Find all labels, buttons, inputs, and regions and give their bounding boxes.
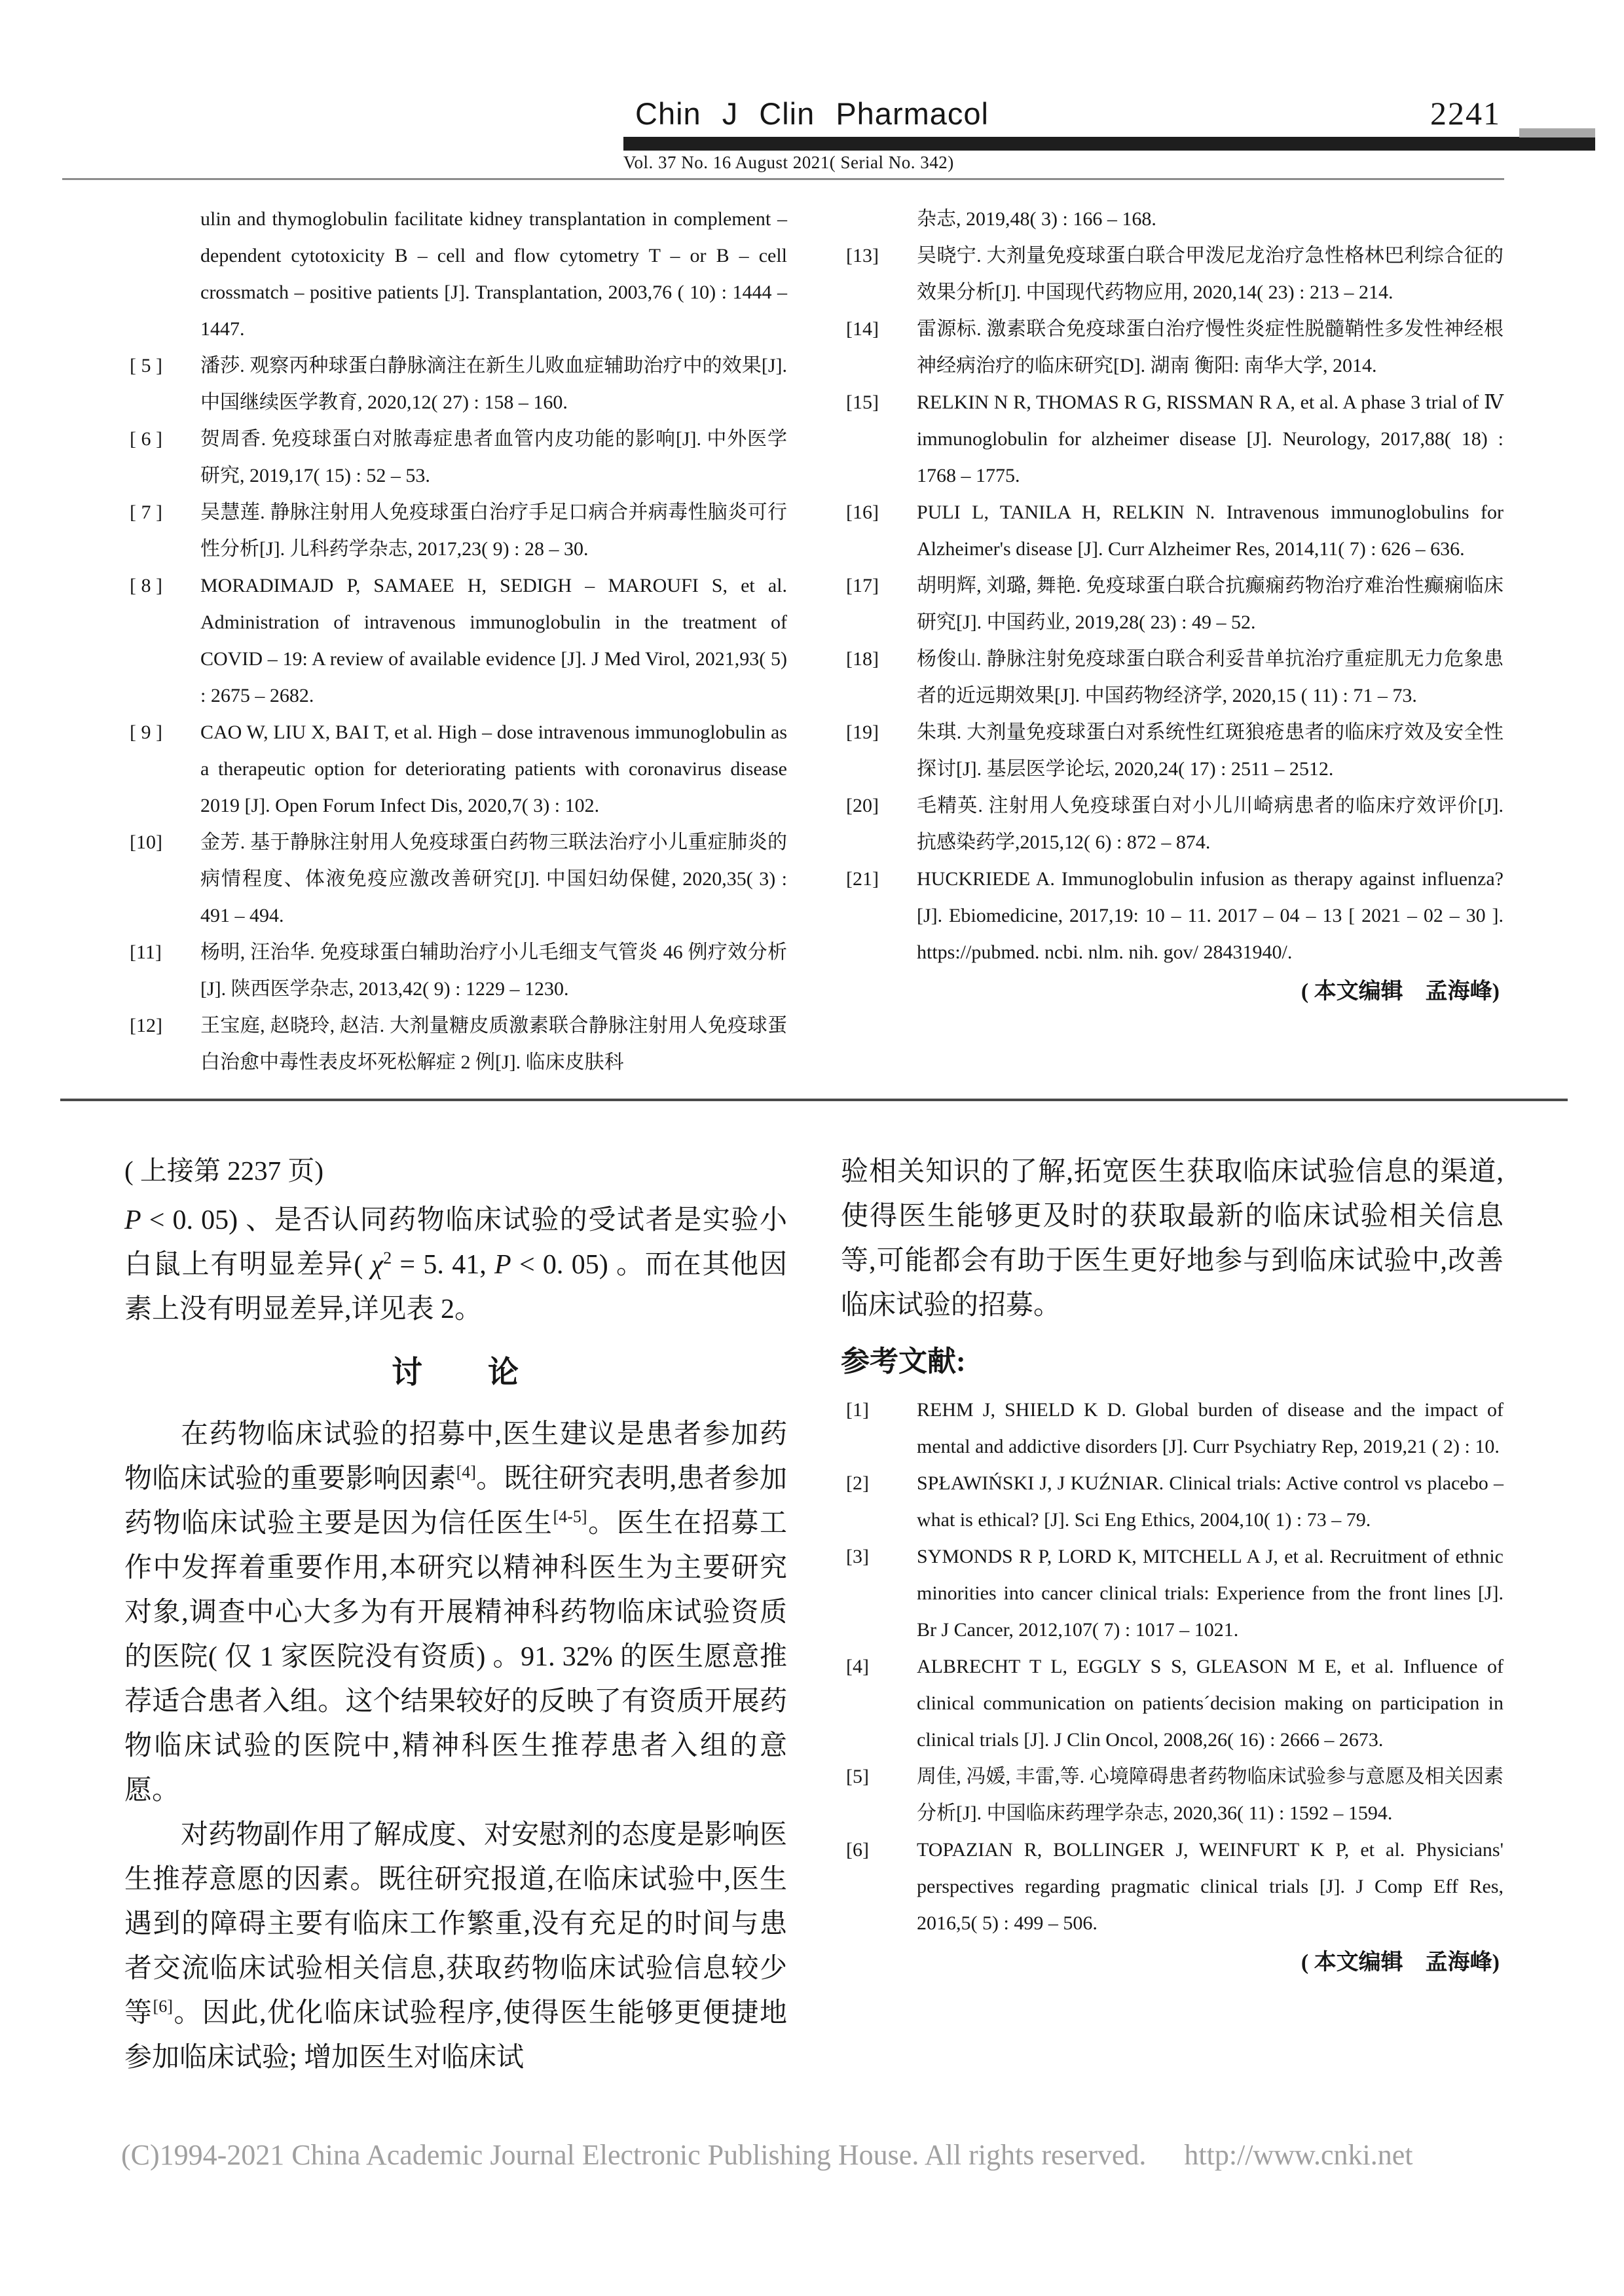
reference-text: SPŁAWIŃSKI J, J KUŹNIAR. Clinical trials: Active control vs placebo – what is ethical? [J]. Sci Eng Ethics, 2004,10( 1) : 73 – 79. (917, 1472, 1504, 1531)
discussion-paragraph-continued: 验相关知识的了解,拓宽医生获取临床试验信息的渠道,使得医生能够更及时的获取最新的临床试验相关信息等,可能都会有助于医生更好地参与到临床试验中,改善临床试验的招募。 (841, 1157, 1504, 1321)
cnki-url: http://www.cnki.net (1184, 2139, 1413, 2171)
citation-superscript: [4] (456, 1463, 476, 1482)
citation-superscript: [4-5] (553, 1507, 587, 1526)
reference-text: HUCKRIEDE A. Immunoglobulin infusion as therapy against influenza? [J]. Ebiomedicine, 2017,19: 10 – 11. 2017 – 04 – 13 [ 2021 – 02 – 30 ]. https://pubmed. ncbi. nlm. nih. gov/ 28431940/. (917, 868, 1504, 963)
reference-number: [18] (846, 648, 879, 670)
reference-item (124, 714, 787, 824)
chi-superscript: 2 (383, 1248, 392, 1267)
reference-text: REHM J, SHIELD K D. Global burden of disease and the impact of mental and addictive disorders [J]. Curr Psychiatry Rep, 2019,21 ( 2) : 10. (917, 1399, 1504, 1457)
header-bar-tab (1519, 128, 1595, 137)
reference-item (841, 1832, 1504, 1942)
reference-number: [ 8 ] (130, 575, 162, 596)
reference-number: [1] (846, 1399, 869, 1421)
reference-number: [ 7 ] (130, 501, 162, 523)
stats-text: < 0. 05) 、是否认同药物临床试验的受试者是实验小白鼠上有明显差异( (124, 1205, 787, 1280)
reference-item (124, 494, 787, 568)
reference-text: 朱琪. 大剂量免疫球蛋白对系统性红斑狼疮患者的临床疗效及安全性探讨[J]. 基层医学论坛, 2020,24( 17) : 2511 – 2512. (917, 721, 1504, 780)
citation-superscript: [6] (153, 1997, 173, 2016)
journal-title: Chin J Clin Pharmacol (635, 96, 989, 131)
reference-number: [19] (846, 721, 879, 743)
p-symbol: P (494, 1250, 511, 1280)
reference-number: [14] (846, 318, 879, 340)
reference-item (841, 1649, 1504, 1758)
reference-text: SYMONDS R P, LORD K, MITCHELL A J, et al. Recruitment of ethnic minorities into cancer clinical trials: Experience from the front lines [J]. Br J Cancer, 2012,107( 7) : 1017 – 1021. (917, 1546, 1504, 1641)
editor-note: ( 本文编辑 孟海峰) (1301, 1950, 1500, 1975)
discussion-heading: 讨 论 (392, 1356, 520, 1390)
reference-text: 雷源标. 激素联合免疫球蛋白治疗慢性炎症性脱髓鞘性多发性神经根神经病治疗的临床研究[D]. 湖南 衡阳: 南华大学, 2014. (917, 318, 1504, 376)
paragraph-text: 在药物临床试验的招募中,医生建议是患者参加药物临床试验的重要影响因素 (124, 1419, 787, 1494)
reference-item (841, 641, 1504, 714)
chi-symbol: χ (371, 1250, 384, 1280)
reference-item (841, 568, 1504, 641)
reference-text: MORADIMAJD P, SAMAEE H, SEDIGH – MAROUFI S, et al. Administration of intravenous immunoglobulin in the treatment of COVID – 19: A review of available evidence [J]. J Med Virol, 2021,93( 5) : 2675 – 2682. (200, 575, 787, 706)
reference-number: [5] (846, 1766, 869, 1787)
reference-text: 王宝庭, 赵晓玲, 赵洁. 大剂量糖皮质激素联合静脉注射用人免疫球蛋白治愈中毒性表皮坏死松解症 2 例[J]. 临床皮肤科 (200, 1015, 787, 1073)
reference-item (841, 201, 1504, 238)
copyright-footer (121, 2138, 1536, 2172)
reference-text: 吴晓宁. 大剂量免疫球蛋白联合甲泼尼龙治疗急性格林巴利综合征的效果分析[J]. 中国现代药物应用, 2020,14( 23) : 213 – 214. (917, 245, 1504, 303)
editor-note: ( 本文编辑 孟海峰) (1301, 979, 1500, 1004)
reference-text: ALBRECHT T L, EGGLY S S, GLEASON M E, et al. Influence of clinical communication on patients´decision making on participation in clinical trials [J]. J Clin Oncol, 2008,26( 16) : 2666 – 2673. (917, 1656, 1504, 1751)
reference-text: PULI L, TANILA H, RELKIN N. Intravenous immunoglobulins for Alzheimer's disease [J]. Curr Alzheimer Res, 2014,11( 7) : 626 – 636. (917, 501, 1504, 560)
issue-line: Vol. 37 No. 16 August 2021( Serial No. 342) (623, 153, 954, 172)
header-rule (62, 178, 1504, 180)
reference-number: [10] (130, 831, 162, 853)
reference-item (124, 568, 787, 714)
reference-text: 周佳, 冯媛, 丰雷,等. 心境障碍患者药物临床试验参与意愿及相关因素分析[J]. 中国临床药理学杂志, 2020,36( 11) : 1592 – 1594. (917, 1766, 1504, 1824)
paragraph-text: 。因此,优化临床试验程序,使得医生能够更便捷地参加临床试验; 增加医生对临床试 (124, 1998, 787, 2073)
discussion-paragraph-2 (124, 1813, 787, 2080)
top-references-section (124, 201, 1504, 1081)
continued-from-note: ( 上接第 2237 页) (124, 1156, 324, 1186)
discussion-paragraph-1 (124, 1412, 787, 1813)
references-heading: 参考文献: (841, 1345, 966, 1377)
reference-item (124, 934, 787, 1008)
reference-number: [20] (846, 795, 879, 816)
top-references-left-column (124, 201, 787, 1081)
paragraph-text: 。医生在招募工作中发挥着重要作用,本研究以精神科医生为主要研究对象,调查中心大多为有开展精神科药物临床试验资质的医院( 仅 1 家医院没有资质) 。91. 32% 的医生愿意推荐适合患者入组。这个结果较好的反映了有资质开展药物临床试验的医院中,精神科医生推荐患者入组的意愿。 (124, 1508, 787, 1806)
reference-text: 杨俊山. 静脉注射免疫球蛋白联合利妥昔单抗治疗重症肌无力危象患者的近远期效果[J]. 中国药物经济学, 2020,15 ( 11) : 71 – 73. (917, 648, 1504, 706)
reference-number: [4] (846, 1656, 869, 1677)
reference-item (841, 238, 1504, 311)
top-references-right-column (841, 201, 1504, 1081)
reference-text: 吴慧莲. 静脉注射用人免疫球蛋白治疗手足口病合并病毒性脑炎可行性分析[J]. 儿科药学杂志, 2017,23( 9) : 28 – 30. (200, 501, 787, 560)
reference-number: [11] (130, 941, 162, 963)
reference-item (124, 421, 787, 494)
reference-text: 贺周香. 免疫球蛋白对脓毒症患者血管内皮功能的影响[J]. 中外医学研究, 2019,17( 15) : 52 – 53. (200, 428, 787, 486)
page-number: 2241 (1430, 95, 1501, 132)
reference-number: [2] (846, 1472, 869, 1494)
reference-item (124, 1008, 787, 1081)
reference-text: 杂志, 2019,48( 3) : 166 – 168. (917, 208, 1156, 230)
reference-text: RELKIN N R, THOMAS R G, RISSMAN R A, et al. A phase 3 trial of Ⅳ immunoglobulin for alzheimer disease [J]. Neurology, 2017,88( 18) : 1768 – 1775. (917, 392, 1504, 486)
paragraph-text: 。既往研究表明,患者参加药物临床试验主要是因为信任医生 (124, 1464, 787, 1539)
reference-number: [15] (846, 392, 879, 413)
reference-number: [ 5 ] (130, 355, 162, 376)
reference-item (841, 384, 1504, 494)
stats-text: < 0. 05) 。而在其他因素上没有明显差异,详见表 2。 (124, 1250, 787, 1324)
reference-number: [3] (846, 1546, 869, 1567)
stats-text: = 5. 41, (392, 1250, 494, 1280)
reference-number: [12] (130, 1015, 162, 1036)
reference-text: 杨明, 汪治华. 免疫球蛋白辅助治疗小儿毛细支气管炎 46 例疗效分析[J]. 陕西医学杂志, 2013,42( 9) : 1229 – 1230. (200, 941, 787, 1000)
reference-item (841, 1539, 1504, 1649)
section-divider (60, 1099, 1568, 1101)
reference-text: 毛精英. 注射用人免疫球蛋白对小儿川崎病患者的临床疗效评价[J]. 抗感染药学,2015,12( 6) : 872 – 874. (917, 795, 1504, 853)
copyright-text: (C)1994-2021 China Academic Journal Electronic Publishing House. All rights reserved. (121, 2139, 1147, 2171)
reference-item (841, 714, 1504, 788)
reference-number: [6] (846, 1839, 869, 1861)
reference-item (841, 1465, 1504, 1539)
reference-item (124, 201, 787, 348)
p-symbol: P (124, 1205, 141, 1235)
reference-item (841, 861, 1504, 971)
reference-number: [ 6 ] (130, 428, 162, 450)
reference-number: [21] (846, 868, 879, 890)
reference-text: TOPAZIAN R, BOLLINGER J, WEINFURT K P, et al. Physicians' perspectives regarding pragmatic clinical trials [J]. J Comp Eff Res, 2016,5( 5) : 499 – 506. (917, 1839, 1504, 1934)
reference-text: CAO W, LIU X, BAI T, et al. High – dose intravenous immunoglobulin as a therapeutic option for deteriorating patients with coronavirus disease 2019 [J]. Open Forum Infect Dis, 2020,7( 3) : 102. (200, 721, 787, 816)
reference-item (841, 1392, 1504, 1465)
stats-paragraph (124, 1198, 787, 1332)
reference-number: [17] (846, 575, 879, 596)
reference-number: [13] (846, 245, 879, 266)
article-left-column (124, 1150, 787, 2080)
reference-item (124, 348, 787, 421)
reference-number: [ 9 ] (130, 721, 162, 743)
article-continuation-section (124, 1150, 1504, 2080)
header-bar (623, 137, 1595, 151)
reference-item (841, 494, 1504, 568)
reference-text: 胡明辉, 刘璐, 舞艳. 免疫球蛋白联合抗癫痫药物治疗难治性癫痫临床研究[J]. 中国药业, 2019,28( 23) : 49 – 52. (917, 575, 1504, 633)
reference-item (841, 1758, 1504, 1832)
reference-item (841, 788, 1504, 861)
article-right-column (841, 1150, 1504, 2080)
reference-item (124, 824, 787, 934)
reference-text: ulin and thymoglobulin facilitate kidney transplantation in complement – dependent cytotoxicity B – cell and flow cytometry T – or B – cell crossmatch – positive patients [J]. Transplantation, 2003,76 ( 10) : 1444 – 1447. (200, 208, 787, 340)
reference-number: [16] (846, 501, 879, 523)
reference-item (841, 311, 1504, 384)
reference-text: 潘莎. 观察丙种球蛋白静脉滴注在新生儿败血症辅助治疗中的效果[J]. 中国继续医学教育, 2020,12( 27) : 158 – 160. (200, 355, 787, 413)
paragraph-text: 对药物副作用了解成度、对安慰剂的态度是影响医生推荐意愿的因素。既往研究报道,在临床试验中,医生遇到的障碍主要有临床工作繁重,没有充足的时间与患者交流临床试验相关信息,获取药物临床试验信息较少等 (124, 1820, 787, 2028)
reference-text: 金芳. 基于静脉注射用人免疫球蛋白药物三联法治疗小儿重症肺炎的病情程度、体液免疫应激改善研究[J]. 中国妇幼保健, 2020,35( 3) : 491 – 494. (200, 831, 787, 926)
